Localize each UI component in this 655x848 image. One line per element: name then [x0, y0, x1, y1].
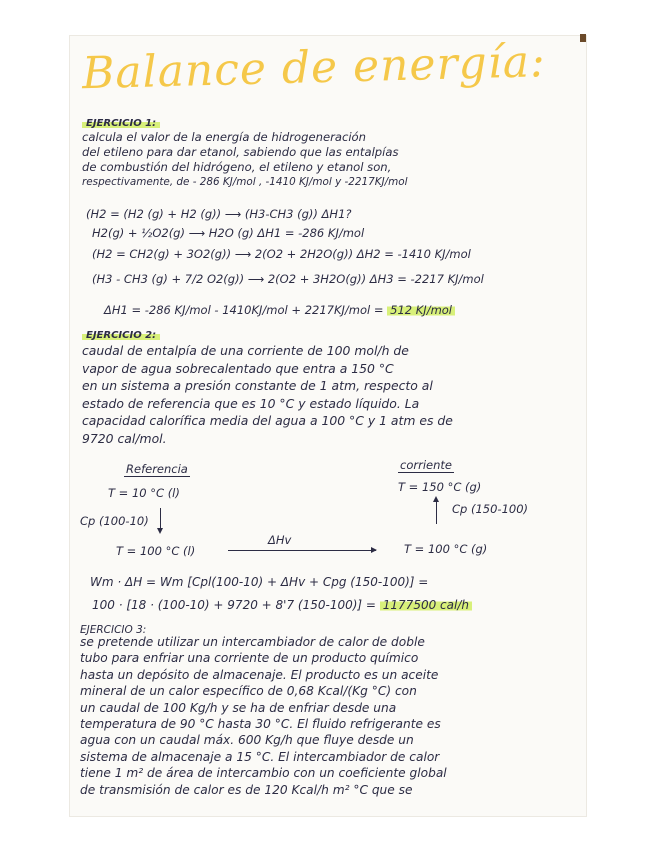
ex1-equation: (H2 = (H2 (g) + H2 (g)) ⟶ (H3-CH3 (g)) ΔH1?: [86, 207, 352, 221]
page-title: Balance de energía:: [81, 36, 547, 100]
ex1-equation: (H2 = CH2(g) + 3O2(g)) ⟶ 2(O2 + 2H2O(g)) ΔH2 = -1410 KJ/mol: [92, 247, 471, 261]
ex2-equation-2-prefix: 100 · [18 · (100-10) + 9720 + 8'7 (150-100)] =: [92, 598, 376, 612]
ex3-line: un caudal de 100 Kg/h y se ha de enfriar desde una: [80, 700, 397, 715]
arrow-right-icon: [228, 550, 376, 551]
ex1-line: calcula el valor de la energía de hidrogeneración: [82, 130, 366, 144]
ex1-line: de combustión del hidrógeno, el etileno y etanol son,: [82, 160, 392, 174]
ex1-heading: EJERCICIO 1:: [82, 118, 160, 129]
ex1-result-value: 512 KJ/mol: [387, 303, 455, 317]
ex2-result-value: 1177500 cal/h: [380, 598, 472, 612]
diagram-t-reference: T = 10 °C (l): [108, 486, 180, 500]
ex2-line: en un sistema a presión constante de 1 atm, respecto al: [82, 378, 433, 393]
ex3-line: sistema de almacenaje a 15 °C. El intercambiador de calor: [80, 749, 440, 764]
ex1-statement: [82, 130, 580, 190]
arrow-down-icon: [160, 508, 161, 530]
diagram-current-label: corriente: [400, 458, 452, 472]
ex1-result-prefix: ΔH1 = -286 KJ/mol - 1410KJ/mol + 2217KJ/mol =: [104, 303, 384, 317]
ex2-statement: [82, 342, 580, 447]
ex3-line: temperatura de 90 °C hasta 30 °C. El fluido refrigerante es: [80, 717, 441, 732]
ex3-line: de transmisión de calor es de 120 Kcal/h m² °C que se: [80, 782, 413, 797]
ex3-line: se pretende utilizar un intercambiador de calor de doble: [80, 635, 425, 649]
ex3-line: tubo para enfriar una corriente de un producto químico: [80, 651, 419, 666]
ex1-equation: (H3 - CH3 (g) + 7/2 O2(g)) ⟶ 2(O2 + 3H2O(g)) ΔH3 = -2217 KJ/mol: [92, 272, 484, 286]
ex2-equation-1: Wm · ΔH = Wm [Cpl(100-10) + ΔHv + Cpg (150-100)] =: [90, 575, 429, 589]
ex2-line: vapor de agua sobrecalentado que entra a 150 °C: [82, 360, 394, 376]
ex3-line: tiene 1 m² de área de intercambio con un coeficiente global: [80, 766, 447, 781]
diagram-reference-label: Referencia: [126, 462, 188, 476]
diagram-t-100-liquid: T = 100 °C (l): [116, 544, 196, 558]
corner-mark: [580, 34, 586, 42]
diagram-cp-left: Cp (100-10): [80, 514, 149, 528]
ex3-heading: EJERCICIO 3:: [80, 624, 147, 636]
diagram-t-current: T = 150 °C (g): [398, 480, 482, 494]
ex2-line: 9720 cal/mol.: [82, 430, 167, 446]
ex2-line: caudal de entalpía de una corriente de 100 mol/h de: [82, 343, 409, 358]
ex2-heading: EJERCICIO 2:: [82, 330, 160, 341]
ex3-line: agua con un caudal máx. 600 Kg/h que fluye desde un: [80, 733, 414, 748]
ex2-equation-2: [92, 598, 472, 612]
ex2-line: estado de referencia que es 10 °C y estado líquido. La: [82, 395, 420, 411]
diagram-dhv-label: ΔHv: [268, 533, 292, 547]
ex3-statement: [80, 634, 578, 798]
ex3-line: mineral de un calor específico de 0,68 Kcal/(Kg °C) con: [80, 684, 417, 699]
arrow-up-icon: [436, 500, 437, 524]
diagram-t-100-gas: T = 100 °C (g): [404, 542, 488, 556]
ex1-result: [104, 303, 455, 317]
ex1-line: respectivamente, de - 286 KJ/mol , -1410 KJ/mol y -2217KJ/mol: [82, 176, 408, 188]
diagram-cp-right: Cp (150-100): [452, 502, 529, 516]
ex3-line: hasta un depósito de almacenaje. El producto es un aceite: [80, 667, 439, 682]
ex1-equation: H2(g) + ½O2(g) ⟶ H2O (g) ΔH1 = -286 KJ/mol: [92, 226, 365, 240]
ex2-line: capacidad calorífica media del agua a 100 °C y 1 atm es de: [82, 413, 453, 428]
ex1-line: del etileno para dar etanol, sabiendo que las entalpías: [82, 145, 399, 159]
